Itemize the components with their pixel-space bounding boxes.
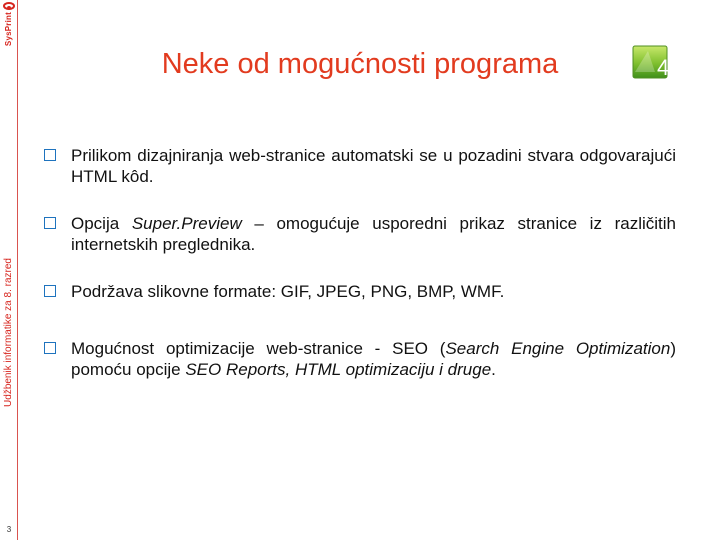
slide-title: Neke od mogućnosti programa: [161, 48, 559, 80]
version-number: 4: [657, 55, 670, 80]
side-caption-text: Udžbenik informatike za 8. razred: [3, 257, 14, 407]
bullet-item: [44, 145, 676, 187]
page-number: 3: [6, 525, 12, 534]
side-caption: [2, 222, 16, 442]
bullet-text-segment: Opcija: [71, 214, 132, 233]
bullet-list: [44, 145, 676, 406]
bullet-text: [71, 145, 676, 187]
bullet-text-segment: Mogućnost optimizacije web-stranice - SEO (: [71, 339, 446, 358]
bullet-text-segment: .: [491, 360, 496, 379]
bullet-item: [44, 281, 676, 302]
bullet-text-italic: Search Engine Optimization: [445, 339, 671, 358]
logo-circle-icon: [3, 2, 15, 10]
bullet-text: [71, 281, 676, 302]
brand-logo: [1, 2, 17, 46]
bullet-text: [71, 213, 676, 255]
bullet-text: [71, 338, 676, 380]
checkbox-bullet-icon: [44, 285, 56, 297]
bullet-item: [44, 338, 676, 380]
bullet-text-segment: Podržava slikovne formate: GIF, JPEG, PNG, BMP, WMF.: [71, 282, 505, 301]
bullet-item: [44, 213, 676, 255]
bullet-text-italic: SEO Reports, HTML optimizaciju i druge: [185, 360, 492, 379]
bullet-text-segment: – omogućuje usporedni prikaz stranice iz različitih internetskih preglednika.: [71, 214, 676, 254]
checkbox-bullet-icon: [44, 342, 56, 354]
bullet-text-italic: Super.Preview: [131, 214, 242, 233]
bullet-text-segment: Prilikom dizajniranja web-stranice automatski se u pozadini stvara odgovarajući HTML kôd.: [71, 146, 676, 186]
checkbox-bullet-icon: [44, 149, 56, 161]
sidebar: [0, 0, 18, 540]
checkbox-bullet-icon: [44, 217, 56, 229]
brand-name: SysPrint: [4, 11, 13, 46]
expression-web-4-icon: [632, 45, 668, 79]
bullet-text-segment: ) pomoću opcije: [71, 339, 676, 379]
